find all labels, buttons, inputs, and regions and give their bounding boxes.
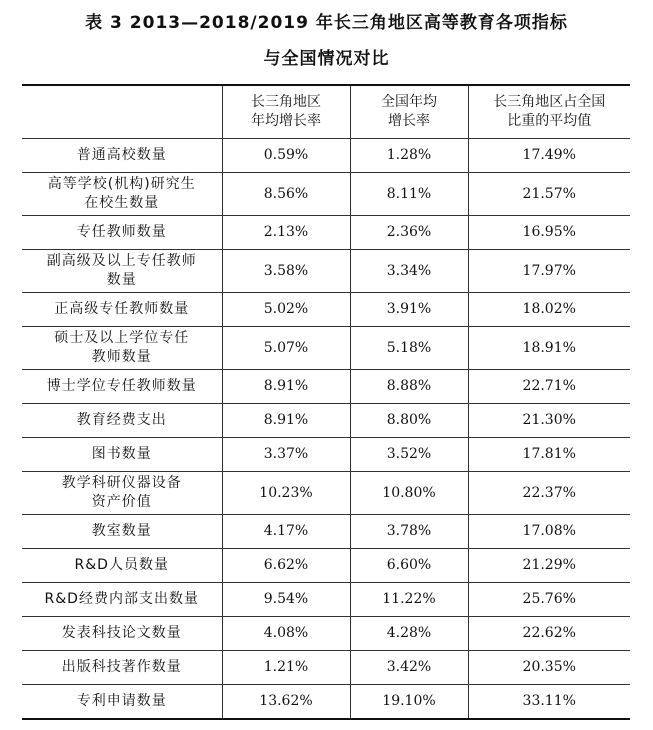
- yrd-share-cell: 20.35%: [468, 651, 630, 685]
- header-yrd-growth: [222, 85, 350, 139]
- yrd-growth-cell: 8.91%: [222, 404, 350, 438]
- indicator-name-line: 图书数量: [91, 446, 152, 462]
- indicator-name: [22, 438, 222, 472]
- national-growth-cell: 8.11%: [350, 173, 468, 216]
- national-growth-cell: 8.80%: [350, 404, 468, 438]
- indicator-name: [22, 327, 222, 370]
- indicator-name-line: 教师数量: [91, 349, 152, 365]
- indicator-name: [22, 515, 222, 549]
- indicator-name-line: 硕士及以上学位专任: [54, 330, 190, 346]
- indicator-name-line: 数量: [106, 272, 137, 288]
- table-header-row: [22, 85, 630, 139]
- national-growth-cell: 3.34%: [350, 250, 468, 293]
- table-row: [22, 472, 630, 515]
- yrd-share-cell: 22.37%: [468, 472, 630, 515]
- table-row: [22, 139, 630, 173]
- table-row: [22, 327, 630, 370]
- header-indicator: [22, 85, 222, 139]
- table-row: [22, 617, 630, 651]
- yrd-growth-cell: 9.54%: [222, 583, 350, 617]
- indicator-name: [22, 472, 222, 515]
- yrd-share-cell: 33.11%: [468, 685, 630, 720]
- table-row: [22, 250, 630, 293]
- indicator-name: [22, 370, 222, 404]
- yrd-share-cell: 17.49%: [468, 139, 630, 173]
- indicator-name-line: 普通高校数量: [76, 147, 167, 163]
- indicator-name-line: 高等学校(机构)研究生: [47, 176, 196, 192]
- national-growth-cell: 3.91%: [350, 293, 468, 327]
- comparison-table: [22, 84, 630, 720]
- table-title: 表 3 2013—2018/2019 年长三角地区高等教育各项指标: [85, 13, 568, 33]
- indicator-name-line: 正高级专任教师数量: [54, 301, 190, 317]
- yrd-share-cell: 22.71%: [468, 370, 630, 404]
- yrd-share-cell: 16.95%: [468, 216, 630, 250]
- yrd-share-cell: 22.62%: [468, 617, 630, 651]
- indicator-name-line: 发表科技论文数量: [61, 625, 182, 641]
- yrd-share-cell: 21.29%: [468, 549, 630, 583]
- table-row: [22, 293, 630, 327]
- table-row: [22, 549, 630, 583]
- yrd-share-cell: 17.08%: [468, 515, 630, 549]
- yrd-share-cell: 25.76%: [468, 583, 630, 617]
- yrd-share-cell: 18.91%: [468, 327, 630, 370]
- yrd-growth-cell: 4.17%: [222, 515, 350, 549]
- table-row: [22, 515, 630, 549]
- table-row: [22, 216, 630, 250]
- header-yrd-share-line1: 长三角地区占全国: [493, 94, 606, 110]
- indicator-name-line: 资产价值: [91, 494, 152, 510]
- indicator-name: [22, 685, 222, 720]
- yrd-share-cell: 21.30%: [468, 404, 630, 438]
- indicator-name-line: 教育经费支出: [76, 412, 167, 428]
- table-row: [22, 651, 630, 685]
- indicator-name: [22, 651, 222, 685]
- national-growth-cell: 5.18%: [350, 327, 468, 370]
- yrd-growth-cell: 4.08%: [222, 617, 350, 651]
- national-growth-cell: 2.36%: [350, 216, 468, 250]
- yrd-share-cell: 21.57%: [468, 173, 630, 216]
- header-national-growth: [350, 85, 468, 139]
- header-yrd-growth-line1: 长三角地区: [251, 94, 321, 110]
- indicator-name: [22, 216, 222, 250]
- table-row: [22, 438, 630, 472]
- national-growth-cell: 3.52%: [350, 438, 468, 472]
- national-growth-cell: 1.28%: [350, 139, 468, 173]
- national-growth-cell: 10.80%: [350, 472, 468, 515]
- indicator-name: [22, 293, 222, 327]
- national-growth-cell: 19.10%: [350, 685, 468, 720]
- yrd-growth-cell: 3.37%: [222, 438, 350, 472]
- yrd-growth-cell: 5.07%: [222, 327, 350, 370]
- indicator-name: [22, 583, 222, 617]
- indicator-name: [22, 549, 222, 583]
- yrd-growth-cell: 10.23%: [222, 472, 350, 515]
- indicator-name-line: 在校生数量: [84, 195, 160, 211]
- yrd-growth-cell: 8.91%: [222, 370, 350, 404]
- indicator-name: [22, 139, 222, 173]
- yrd-growth-cell: 5.02%: [222, 293, 350, 327]
- national-growth-cell: 11.22%: [350, 583, 468, 617]
- header-yrd-share-line2: 比重的平均值: [507, 113, 592, 129]
- indicator-name-line: R&D经费内部支出数量: [44, 591, 199, 607]
- national-growth-cell: 3.42%: [350, 651, 468, 685]
- yrd-growth-cell: 0.59%: [222, 139, 350, 173]
- table-row: [22, 583, 630, 617]
- indicator-name: [22, 250, 222, 293]
- national-growth-cell: 3.78%: [350, 515, 468, 549]
- table-row: [22, 173, 630, 216]
- indicator-name: [22, 617, 222, 651]
- table-row: [22, 404, 630, 438]
- yrd-growth-cell: 8.56%: [222, 173, 350, 216]
- yrd-share-cell: 17.81%: [468, 438, 630, 472]
- indicator-name-line: 博士学位专任教师数量: [46, 378, 197, 394]
- yrd-growth-cell: 1.21%: [222, 651, 350, 685]
- header-yrd-share: [468, 85, 630, 139]
- table-title-continued: 与全国情况对比: [263, 49, 390, 69]
- indicator-name-line: 出版科技著作数量: [61, 659, 182, 675]
- header-national-growth-line2: 增长率: [388, 113, 430, 129]
- indicator-name-line: R&D人员数量: [74, 557, 169, 573]
- yrd-growth-cell: 3.58%: [222, 250, 350, 293]
- indicator-name-line: 专任教师数量: [76, 224, 167, 240]
- indicator-name: [22, 173, 222, 216]
- indicator-name-line: 教室数量: [91, 523, 152, 539]
- header-national-growth-line1: 全国年均: [381, 94, 437, 110]
- yrd-share-cell: 17.97%: [468, 250, 630, 293]
- indicator-name-line: 副高级及以上专任教师: [46, 253, 197, 269]
- header-yrd-growth-line2: 年均增长率: [251, 113, 321, 129]
- national-growth-cell: 8.88%: [350, 370, 468, 404]
- table-row: [22, 685, 630, 720]
- yrd-growth-cell: 13.62%: [222, 685, 350, 720]
- yrd-growth-cell: 6.62%: [222, 549, 350, 583]
- national-growth-cell: 4.28%: [350, 617, 468, 651]
- national-growth-cell: 6.60%: [350, 549, 468, 583]
- yrd-growth-cell: 2.13%: [222, 216, 350, 250]
- indicator-name-line: 专利申请数量: [76, 693, 167, 709]
- table-row: [22, 370, 630, 404]
- indicator-name-line: 教学科研仪器设备: [61, 475, 182, 491]
- yrd-share-cell: 18.02%: [468, 293, 630, 327]
- indicator-name: [22, 404, 222, 438]
